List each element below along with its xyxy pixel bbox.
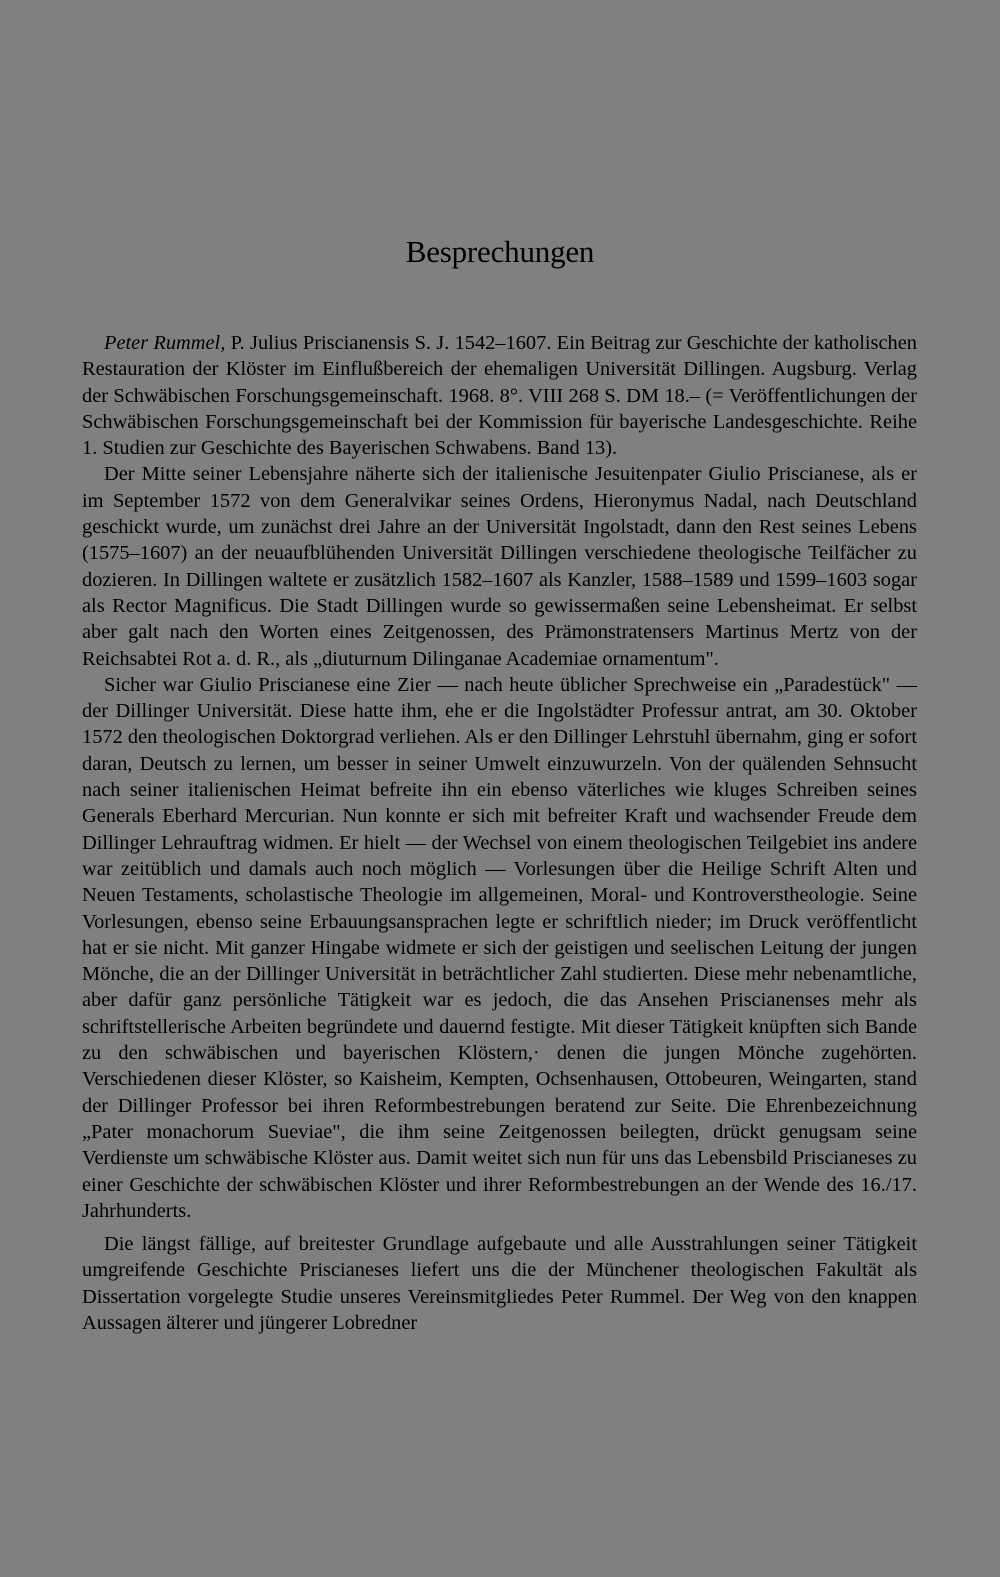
article-body (82, 330, 917, 1336)
review-author: Peter Rummel, (104, 332, 226, 354)
body-paragraph-2: Sicher war Giulio Priscianese eine Zier — nach heute üblicher Sprechweise ein „Paradestück" — der Dillinger Universität. Diese hatte ihm, ehe er die Ingolstädter Professur antrat, am 30. Oktober 1572 den theologischen Doktorgrad verliehen. Als er den Dillinger Lehrstuhl übernahm, ging er sofort daran, Deutsch zu lernen, um besser in seiner Umwelt einzuwurzeln. Von der quälenden Sehnsucht nach seiner italienischen Heimat befreite ihn ein ebenso väterliches wie kluges Schreiben seines Generals Eberhard Mercurian. Nun konnte er sich mit befreiter Kraft und wachsender Freude dem Dillinger Lehrauftrag widmen. Er hielt — der Wechsel von einem theologischen Teilgebiet ins andere war zeitüblich und damals auch noch möglich — Vorlesungen über die Heilige Schrift Alten und Neuen Testaments, scholastische Theologie im allgemeinen, Moral- und Kontroverstheologie. Seine Vorlesungen, ebenso seine Erbauungsansprachen legte er schriftlich nieder; im Druck veröffentlicht hat er sie nicht. Mit ganzer Hingabe widmete er sich der geistigen und seelischen Leitung der jungen Mönche, die an der Dillinger Universität in beträchtlicher Zahl studierten. Diese mehr nebenamtliche, aber dafür ganz persönliche Tätigkeit war es jedoch, die das Ansehen Priscianenses mehr als schriftstellerische Arbeiten begründete und dauernd festigte. Mit dieser Tätigkeit knüpften sich Bande zu den schwäbischen und bayerischen Klöstern,· denen die jungen Mönche zugehörten. Verschiedenen dieser Klöster, so Kaisheim, Kempten, Ochsenhausen, Ottobeuren, Weingarten, stand der Dillinger Professor bei ihren Reformbestrebungen beratend zur Seite. Die Ehrenbezeichnung „Pater monachorum Sueviae", die ihm seine Zeitgenossen beilegten, drückt genugsam seine Verdienste um schwäbische Klöster aus. Damit weitet sich nun für uns das Lebensbild Priscianeses zu einer Geschichte der schwäbischen Klöster und ihrer Reformbestrebungen an der Wende des 16./17. Jahrhunderts. (82, 673, 917, 1222)
review-citation-paragraph (82, 330, 917, 461)
page-heading: Besprechungen (405, 234, 595, 269)
body-paragraph-3: Die längst fällige, auf breitester Grundlage aufgebaute und alle Ausstrahlungen seiner Tätigkeit umgreifende Geschichte Priscianeses liefert uns die der Münchener theologischen Fakultät als Dissertation vorgelegte Studie unseres Vereinsmitgliedes Peter Rummel. Der Weg von den knappen Aussagen älterer und jüngerer Lobredner (82, 1233, 917, 1334)
body-paragraph-1: Der Mitte seiner Lebensjahre näherte sich der italienische Jesuitenpater Giulio Priscianese, als er im September 1572 von dem Generalvikar seines Ordens, Hieronymus Nadal, nach Deutschland geschickt wurde, um zunächst drei Jahre an der Universität Ingolstadt, dann den Rest seines Lebens (1575–1607) an der neuaufblühenden Universität Dillingen verschiedene theologische Teilfächer zu dozieren. In Dillingen waltete er zusätzlich 1582–1607 als Kanzler, 1588–1589 und 1599–1603 sogar als Rector Magnificus. Die Stadt Dillingen wurde so gewissermaßen seine Lebensheimat. Er selbst aber galt nach den Worten eines Zeitgenossen, des Prämonstratensers Martinus Mertz von der Reichsabtei Rot a. d. R., als „diuturnum Dilinganae Academiae ornamentum". (82, 463, 917, 670)
review-citation: P. Julius Priscianensis S. J. 1542–1607. Ein Beitrag zur Geschichte der katholischen Restauration der Klöster im Einflußbereich der ehemaligen Universität Dillingen. Augsburg. Verlag der Schwäbischen Forschungsgemeinschaft. 1968. 8°. VIII 268 S. DM 18.– (= Veröffentlichungen der Schwäbischen Forschungsgemeinschaft bei der Kommission für bayerische Landesgeschichte. Reihe 1. Studien zur Geschichte des Bayerischen Schwabens. Band 13). (82, 332, 917, 460)
